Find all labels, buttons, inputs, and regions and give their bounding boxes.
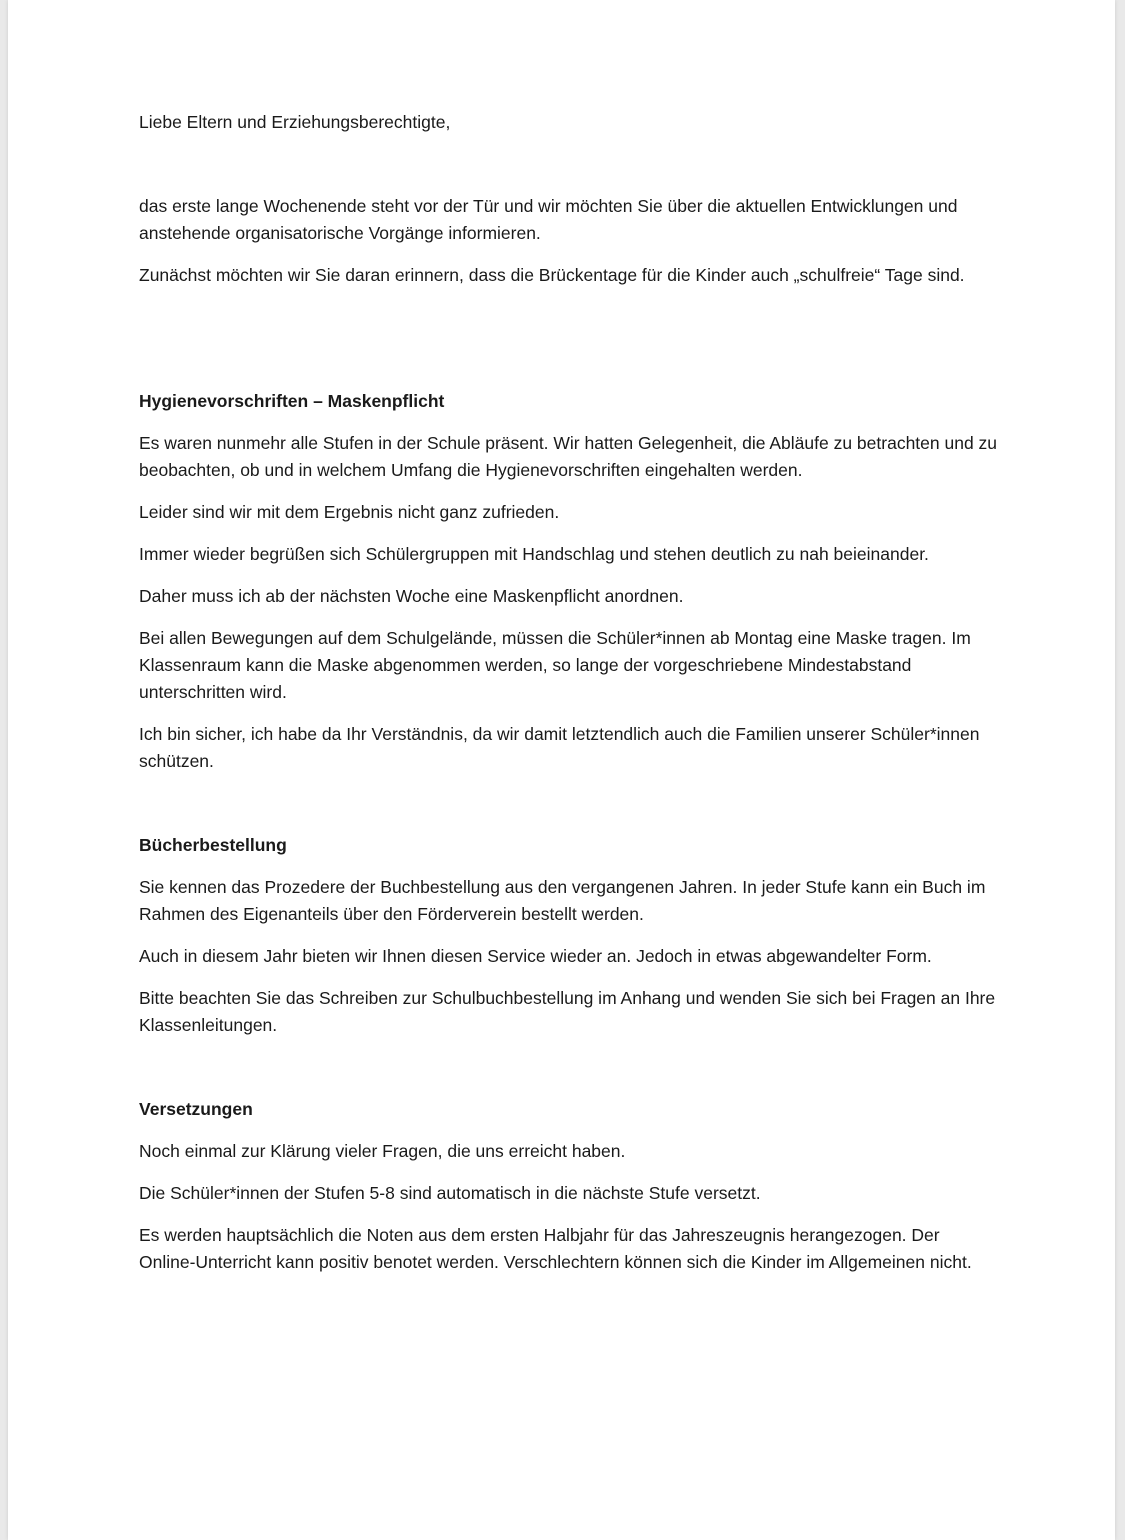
section-paragraph: Auch in diesem Jahr bieten wir Ihnen diesen Service wieder an. Jedoch in etwas abgewandelter Form.	[139, 946, 932, 966]
section-paragraph: Bei allen Bewegungen auf dem Schulgelände, müssen die Schüler*innen ab Montag eine Maske tragen. Im Klassenraum kann die Maske abgenommen werden, so lange der vorgeschriebene Mindestabstand unterschritten wird.	[139, 628, 971, 702]
intro-paragraph: das erste lange Wochenende steht vor der Tür und wir möchten Sie über die aktuellen Entwicklungen und anstehende organisatorische Vorgänge informieren.	[139, 196, 958, 243]
intro-paragraph: Zunächst möchten wir Sie daran erinnern, dass die Brückentage für die Kinder auch „schulfreie“ Tage sind.	[139, 265, 965, 285]
section-paragraph: Sie kennen das Prozedere der Buchbestellung aus den vergangenen Jahren. In jeder Stufe kann ein Buch im Rahmen des Eigenanteils über den Förderverein bestellt werden.	[139, 877, 986, 924]
section-paragraph: Es waren nunmehr alle Stufen in der Schule präsent. Wir hatten Gelegenheit, die Abläufe zu betrachten und zu beobachten, ob und in welchem Umfang die Hygienevorschriften eingehalten werden.	[139, 433, 998, 480]
document-page	[8, 0, 1115, 1540]
section-paragraph: Die Schüler*innen der Stufen 5-8 sind automatisch in die nächste Stufe versetzt.	[139, 1183, 761, 1203]
section-paragraph: Leider sind wir mit dem Ergebnis nicht ganz zufrieden.	[139, 502, 560, 522]
salutation: Liebe Eltern und Erziehungsberechtigte,	[139, 112, 451, 132]
section-paragraph: Noch einmal zur Klärung vieler Fragen, die uns erreicht haben.	[139, 1141, 626, 1161]
section-paragraph: Bitte beachten Sie das Schreiben zur Schulbuchbestellung im Anhang und wenden Sie sich bei Fragen an Ihre Klassenleitungen.	[139, 988, 996, 1035]
section-heading: Versetzungen	[139, 1099, 253, 1119]
section-heading: Bücherbestellung	[139, 835, 287, 855]
letter-body	[139, 109, 999, 1291]
section-paragraph: Daher muss ich ab der nächsten Woche eine Maskenpflicht anordnen.	[139, 586, 684, 606]
section-books	[139, 832, 999, 1039]
section-promotion	[139, 1096, 999, 1276]
section-heading: Hygienevorschriften – Maskenpflicht	[139, 391, 445, 411]
section-hygiene	[139, 388, 999, 775]
section-paragraph: Immer wieder begrüßen sich Schülergruppen mit Handschlag und stehen deutlich zu nah beieinander.	[139, 544, 929, 564]
section-paragraph: Es werden hauptsächlich die Noten aus dem ersten Halbjahr für das Jahreszeugnis herangezogen. Der Online-Unterricht kann positiv benotet werden. Verschlechtern können sich die Kinder im Allgemeinen nicht.	[139, 1225, 972, 1272]
section-paragraph: Ich bin sicher, ich habe da Ihr Verständnis, da wir damit letztendlich auch die Familien unserer Schüler*innen schützen.	[139, 724, 980, 771]
